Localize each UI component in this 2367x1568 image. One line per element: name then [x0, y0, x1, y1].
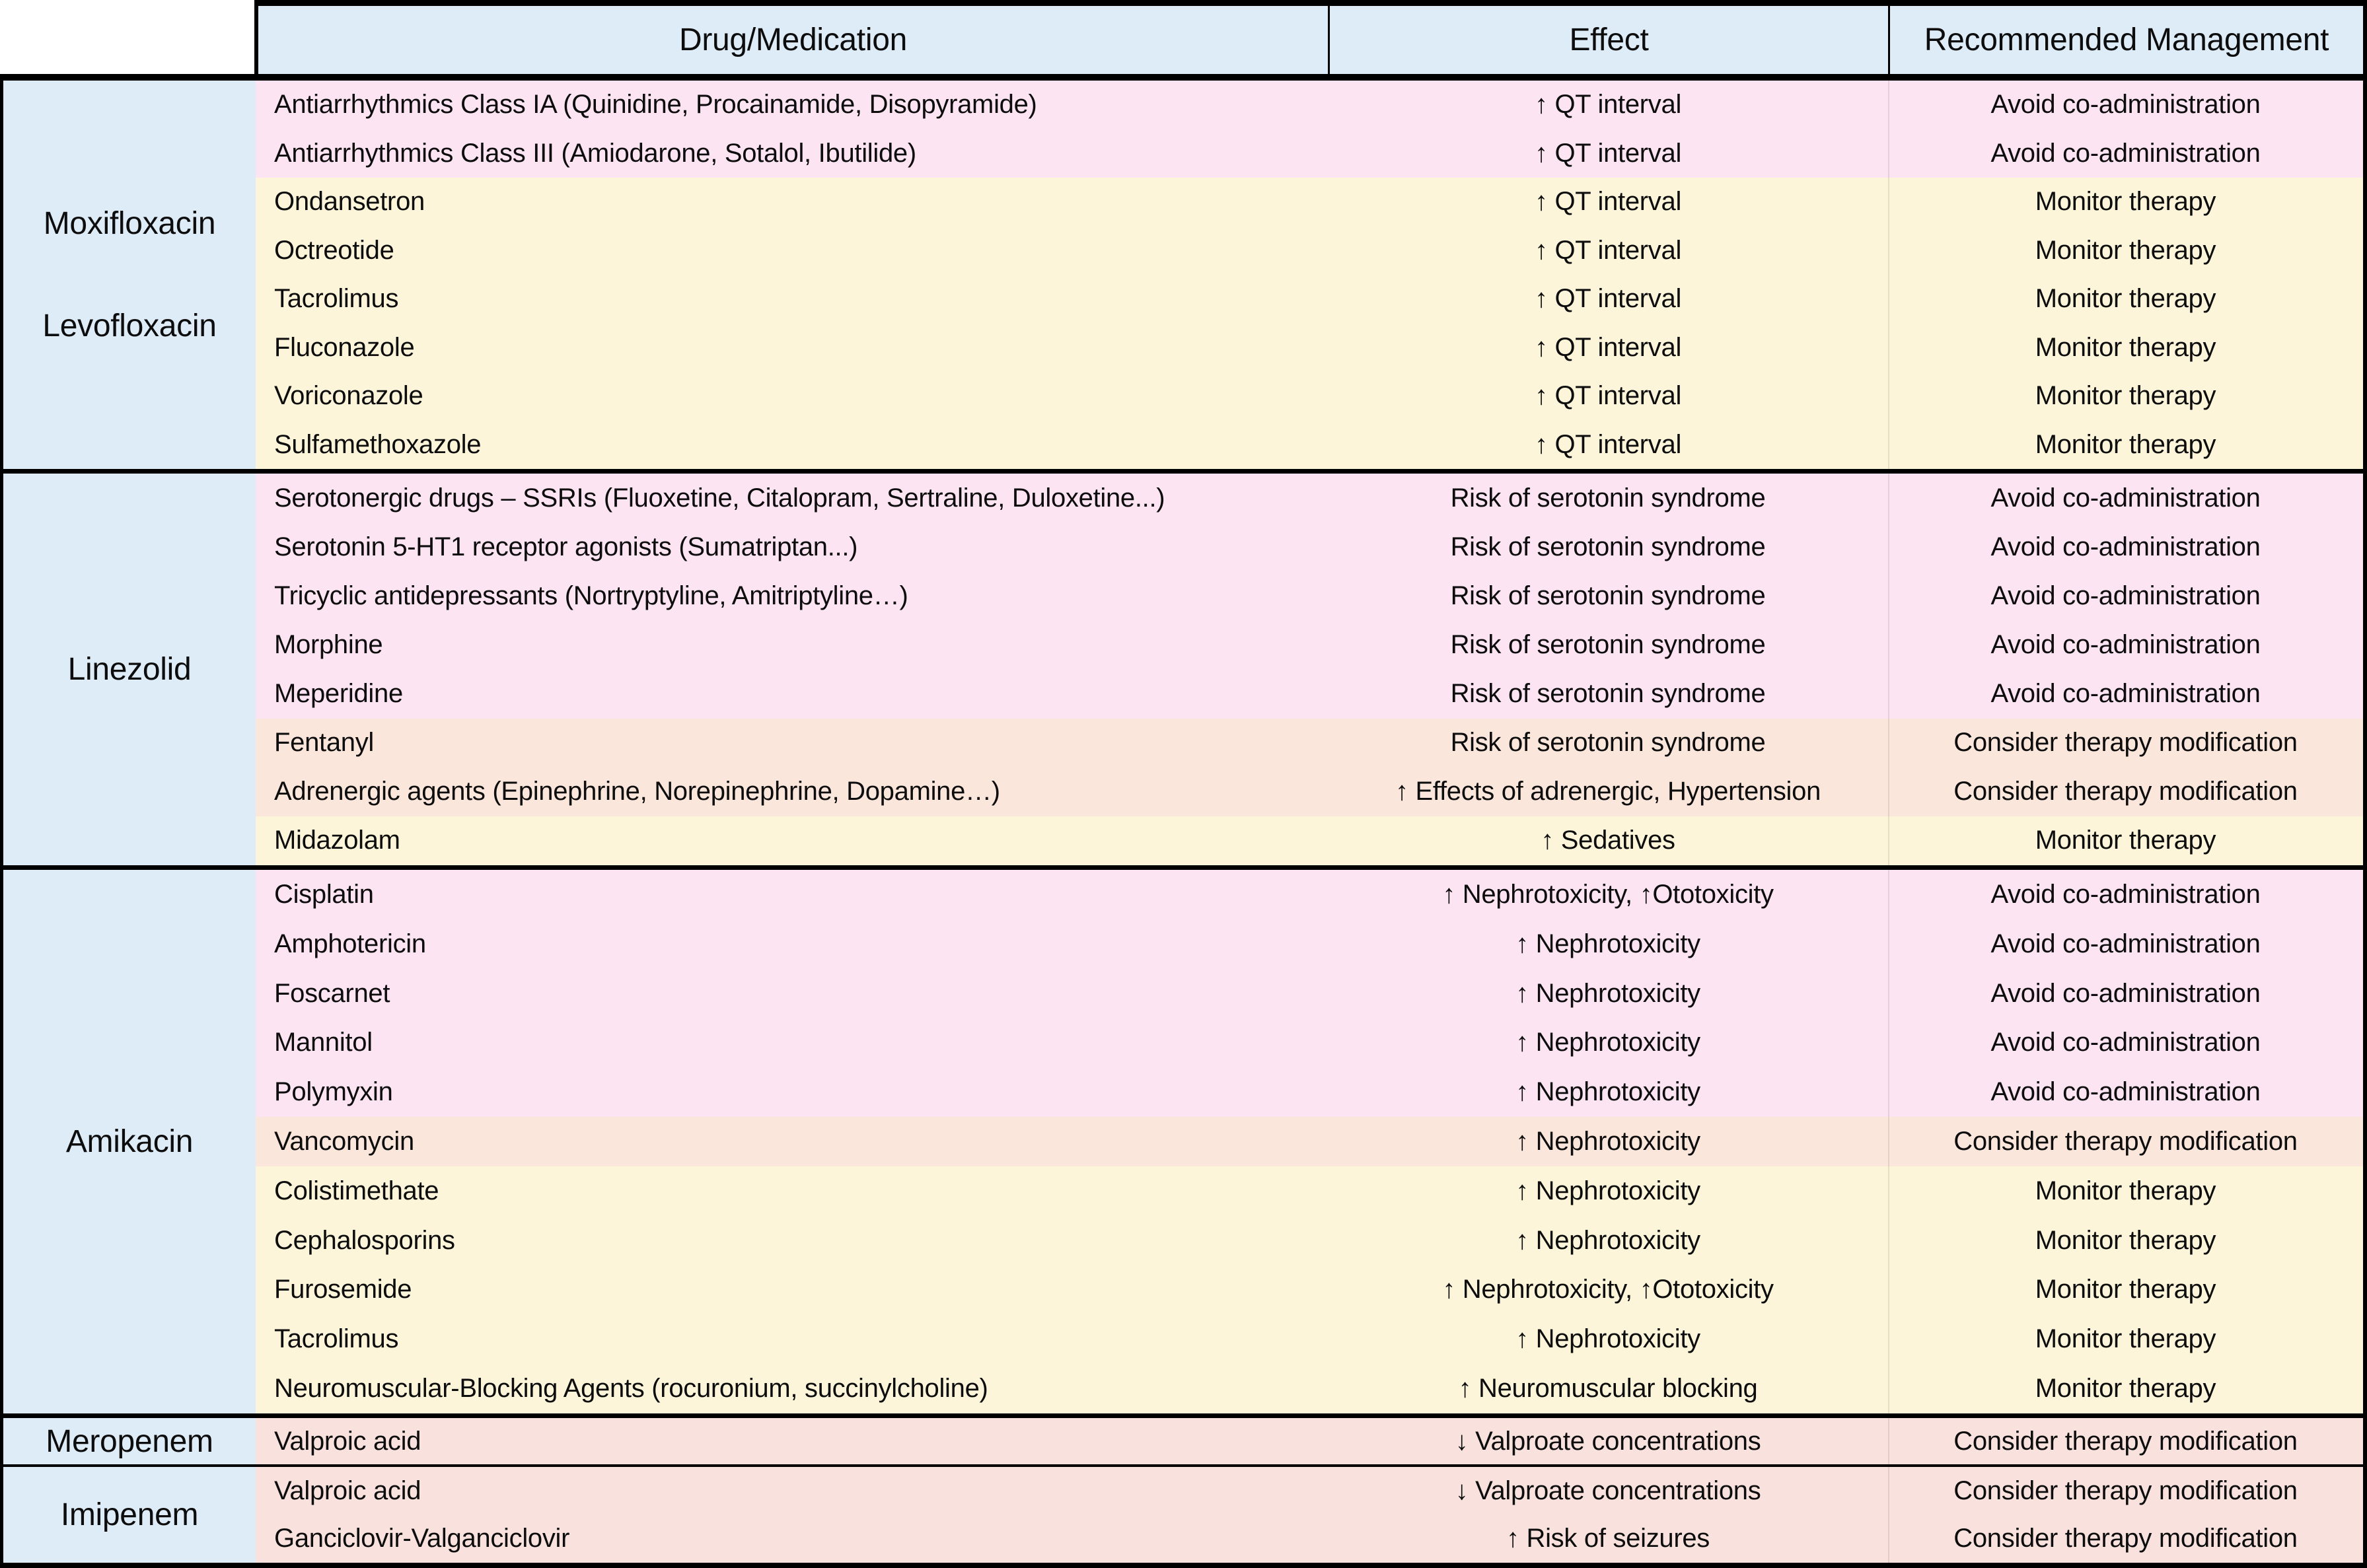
management-cell: Consider therapy modification [1888, 1418, 2363, 1464]
effect-cell: ↑ QT interval [1534, 332, 1682, 362]
section-linezolid [3, 469, 2363, 865]
drug-cell: Colistimethate [274, 1176, 439, 1205]
drug-cell: Serotonergic drugs – SSRIs (Fluoxetine, Citalopram, Sertraline, Duloxetine...) [274, 483, 1165, 513]
drug-cell: Morphine [274, 629, 383, 659]
management-cell: Monitor therapy [1888, 178, 2363, 227]
table-row [256, 1117, 2363, 1166]
table-row [256, 1467, 2363, 1515]
management-cell: Avoid co-administration [1888, 1018, 2363, 1067]
section-amikacin [3, 865, 2363, 1413]
drug-cell: Valproic acid [274, 1476, 421, 1505]
management-cell: Monitor therapy [1888, 1216, 2363, 1265]
table-row [256, 1515, 2363, 1563]
antibiotic-label-cell [3, 1467, 256, 1563]
antibiotic-name: Moxifloxacin [43, 206, 216, 241]
management-cell: Avoid co-administration [1888, 969, 2363, 1018]
effect-cell: ↑ Nephrotoxicity [1515, 1077, 1700, 1107]
drug-cell: Amphotericin [274, 929, 426, 958]
table-row [256, 1418, 2363, 1464]
section-rows [256, 81, 2363, 469]
management-cell: Avoid co-administration [1888, 870, 2363, 919]
table-row [256, 1067, 2363, 1117]
management-cell: Avoid co-administration [1888, 129, 2363, 178]
section-moxifloxacin-levofloxacin [3, 81, 2363, 469]
corner-cell [0, 0, 254, 74]
table-row [256, 1216, 2363, 1265]
management-cell: Consider therapy modification [1888, 1515, 2363, 1563]
antibiotic-label-cell [3, 81, 256, 469]
management-cell: Monitor therapy [1888, 816, 2363, 865]
drug-cell: Furosemide [274, 1275, 412, 1304]
drug-cell: Cephalosporins [274, 1225, 455, 1255]
management-cell: Avoid co-administration [1888, 670, 2363, 719]
effect-cell: ↑ Sedatives [1541, 826, 1675, 855]
section-rows [256, 1467, 2363, 1563]
effect-cell: Risk of serotonin syndrome [1450, 728, 1766, 758]
table-row [256, 474, 2363, 522]
drug-cell: Antiarrhythmics Class III (Amiodarone, Sotalol, Ibutilide) [274, 138, 916, 168]
drug-cell: Fentanyl [274, 728, 375, 758]
effect-cell: ↑ Nephrotoxicity, ↑Ototoxicity [1442, 1275, 1774, 1304]
management-cell: Avoid co-administration [1888, 620, 2363, 669]
table-header-row [0, 0, 2367, 81]
table-row [256, 919, 2363, 969]
effect-cell: ↑ Nephrotoxicity [1515, 978, 1700, 1008]
table-row [256, 870, 2363, 919]
management-cell: Avoid co-administration [1888, 474, 2363, 522]
effect-cell: ↑ QT interval [1534, 90, 1682, 120]
drug-cell: Tacrolimus [274, 1324, 399, 1354]
effect-cell: Risk of serotonin syndrome [1450, 629, 1766, 659]
effect-cell: ↑ Risk of seizures [1506, 1524, 1710, 1553]
table-row [256, 670, 2363, 719]
table-row [256, 522, 2363, 571]
effect-cell: ↑ Nephrotoxicity [1515, 1176, 1700, 1205]
table-row [256, 719, 2363, 767]
table-row [256, 816, 2363, 865]
management-cell: Monitor therapy [1888, 227, 2363, 275]
effect-cell: Risk of serotonin syndrome [1450, 532, 1766, 561]
management-cell: Monitor therapy [1888, 372, 2363, 421]
drug-cell: Mannitol [274, 1028, 373, 1057]
antibiotic-label-cell [3, 474, 256, 865]
table-row [256, 129, 2363, 178]
effect-cell: ↑ Nephrotoxicity [1515, 1225, 1700, 1255]
management-cell: Avoid co-administration [1888, 522, 2363, 571]
effect-cell: ↓ Valproate concentrations [1455, 1476, 1761, 1505]
drug-cell: Tacrolimus [274, 284, 399, 314]
management-cell: Monitor therapy [1888, 324, 2363, 373]
table-row [256, 372, 2363, 421]
effect-cell: ↑ QT interval [1534, 235, 1682, 265]
antibiotic-name: Imipenem [60, 1497, 199, 1532]
management-cell: Consider therapy modification [1888, 1467, 2363, 1515]
effect-cell: ↑ Nephrotoxicity, ↑Ototoxicity [1442, 879, 1774, 909]
management-cell: Monitor therapy [1888, 275, 2363, 324]
management-cell: Avoid co-administration [1888, 571, 2363, 620]
section-imipenem [3, 1464, 2363, 1563]
section-rows [256, 1418, 2363, 1464]
management-cell: Avoid co-administration [1888, 1067, 2363, 1117]
table-row [256, 227, 2363, 275]
antibiotic-name: Linezolid [67, 652, 192, 687]
table-body [0, 81, 2367, 1568]
table-row [256, 1265, 2363, 1315]
management-cell: Monitor therapy [1888, 1364, 2363, 1413]
management-cell: Monitor therapy [1888, 421, 2363, 470]
table-row [256, 1166, 2363, 1216]
antibiotic-name: Levofloxacin [42, 308, 217, 343]
management-cell: Monitor therapy [1888, 1265, 2363, 1315]
management-cell: Avoid co-administration [1888, 81, 2363, 129]
drug-cell: Antiarrhythmics Class IA (Quinidine, Procainamide, Disopyramide) [274, 90, 1037, 120]
effect-cell: ↑ Effects of adrenergic, Hypertension [1395, 777, 1821, 806]
antibiotic-label-cell [3, 1418, 256, 1464]
effect-cell: ↑ Nephrotoxicity [1515, 929, 1700, 958]
table-row [256, 767, 2363, 816]
drug-cell: Midazolam [274, 826, 400, 855]
drug-cell: Serotonin 5-HT1 receptor agonists (Sumatriptan...) [274, 532, 858, 561]
table-row [256, 1364, 2363, 1413]
drug-cell: Octreotide [274, 235, 394, 265]
drug-cell: Ganciclovir-Valganciclovir [274, 1524, 570, 1553]
column-header-effect: Effect [1328, 0, 1888, 74]
section-rows [256, 870, 2363, 1413]
management-cell: Avoid co-administration [1888, 919, 2363, 969]
effect-cell: ↑ Nephrotoxicity [1515, 1324, 1700, 1354]
drug-cell: Voriconazole [274, 381, 423, 411]
drug-cell: Tricyclic antidepressants (Nortryptyline, Amitriptyline…) [274, 581, 908, 610]
drug-cell: Foscarnet [274, 978, 390, 1008]
section-rows [256, 474, 2363, 865]
table-row [256, 571, 2363, 620]
antibiotic-name: Meropenem [46, 1423, 213, 1459]
table-row [256, 81, 2363, 129]
drug-cell: Polymyxin [274, 1077, 393, 1107]
effect-cell: ↑ QT interval [1534, 429, 1682, 459]
table-row [256, 620, 2363, 669]
antibiotic-name: Amikacin [65, 1124, 194, 1159]
antibiotic-label-cell [3, 870, 256, 1413]
effect-cell: Risk of serotonin syndrome [1450, 581, 1766, 610]
effect-cell: ↑ QT interval [1534, 138, 1682, 168]
drug-cell: Vancomycin [274, 1126, 414, 1156]
management-cell: Monitor therapy [1888, 1314, 2363, 1364]
table-row [256, 275, 2363, 324]
effect-cell: ↑ QT interval [1534, 284, 1682, 314]
section-meropenem [3, 1413, 2363, 1464]
table-row [256, 421, 2363, 470]
effect-cell: ↑ QT interval [1534, 187, 1682, 217]
table-row [256, 969, 2363, 1018]
effect-cell: Risk of serotonin syndrome [1450, 483, 1766, 513]
effect-cell: ↑ Nephrotoxicity [1515, 1028, 1700, 1057]
effect-cell: Risk of serotonin syndrome [1450, 679, 1766, 709]
effect-cell: ↑ Nephrotoxicity [1515, 1126, 1700, 1156]
effect-cell: ↑ Neuromuscular blocking [1458, 1374, 1758, 1404]
table-row [256, 1018, 2363, 1067]
management-cell: Consider therapy modification [1888, 1117, 2363, 1166]
drug-cell: Sulfamethoxazole [274, 429, 482, 459]
drug-cell: Adrenergic agents (Epinephrine, Norepinephrine, Dopamine…) [274, 777, 1000, 806]
drug-cell: Neuromuscular-Blocking Agents (rocuronium, succinylcholine) [274, 1374, 988, 1404]
drug-cell: Valproic acid [274, 1426, 421, 1456]
table-row [256, 1314, 2363, 1364]
drug-cell: Ondansetron [274, 187, 425, 217]
table-row [256, 178, 2363, 227]
column-header-recommended-management: Recommended Management [1888, 0, 2367, 74]
drug-cell: Fluconazole [274, 332, 415, 362]
table-row [256, 324, 2363, 373]
effect-cell: ↓ Valproate concentrations [1455, 1426, 1761, 1456]
management-cell: Consider therapy modification [1888, 767, 2363, 816]
management-cell: Consider therapy modification [1888, 719, 2363, 767]
drug-cell: Cisplatin [274, 879, 374, 909]
column-header-drug-medication: Drug/Medication [254, 0, 1328, 74]
management-cell: Monitor therapy [1888, 1166, 2363, 1216]
drug-cell: Meperidine [274, 679, 403, 709]
effect-cell: ↑ QT interval [1534, 381, 1682, 411]
